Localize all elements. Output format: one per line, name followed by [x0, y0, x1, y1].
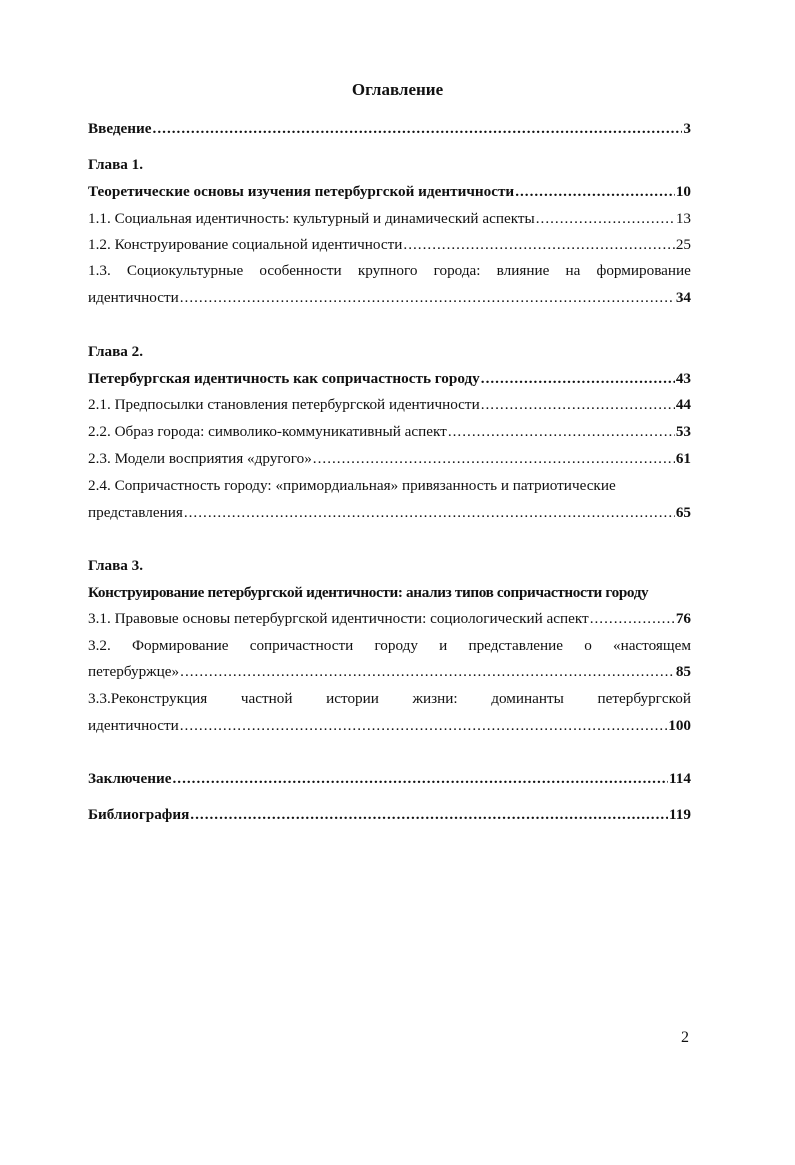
word: о [584, 637, 592, 654]
word: и [439, 637, 448, 654]
toc-entry-label: Библиография [88, 806, 190, 823]
chapter-2-heading: Глава 2. [88, 343, 144, 360]
toc-entry-section-2-2[interactable] [88, 423, 691, 441]
toc-entry-page: 10 [675, 183, 691, 200]
toc-entry-label: Заключение [88, 770, 172, 787]
toc-entry-label: идентичности [88, 717, 179, 734]
toc-entry-label: представления [88, 504, 183, 521]
toc-entry-label: 2.3. Модели восприятия «другого» [88, 450, 312, 467]
toc-entry-label: Введение [88, 120, 152, 137]
word: формирование [596, 262, 691, 279]
word: Формирование [131, 637, 229, 654]
toc-entry-section-2-3[interactable] [88, 450, 691, 468]
dot-leader [172, 770, 668, 788]
toc-entry-page: 119 [669, 806, 691, 823]
chapter-1-heading: Глава 1. [88, 156, 144, 173]
toc-entry-section-3-2-line1[interactable] [88, 637, 691, 655]
dot-leader [313, 450, 675, 468]
toc-entry-chapter-3[interactable]: Конструирование петербургской идентичности: анализ типов сопричастности городу [88, 584, 649, 601]
dot-leader [536, 210, 675, 228]
toc-entry-page: 34 [675, 289, 691, 306]
dot-leader [180, 289, 675, 307]
dot-leader [190, 806, 668, 824]
dot-leader [180, 717, 667, 735]
toc-entry-chapter-1[interactable] [88, 183, 691, 201]
toc-entry-section-3-3-line1[interactable] [88, 690, 691, 708]
word: истории [326, 690, 379, 707]
word: крупного [357, 262, 418, 279]
toc-entry-bibliography[interactable] [88, 806, 691, 824]
dot-leader [590, 610, 675, 628]
dot-leader [153, 120, 683, 138]
toc-entry-page: 61 [675, 450, 691, 467]
toc-entry-label: 2.2. Образ города: символико-коммуникативный аспект [88, 423, 447, 440]
toc-entry-section-1-1[interactable] [88, 210, 691, 228]
toc-entry-page: 43 [675, 370, 691, 387]
toc-entry-section-1-3-line1[interactable] [88, 262, 691, 280]
toc-entry-section-3-2-line2[interactable] [88, 663, 691, 681]
word: городу [374, 637, 418, 654]
toc-entry-section-2-4-line1[interactable]: 2.4. Сопричастность городу: «примордиальная» привязанность и патриотические [88, 477, 616, 494]
dot-leader [481, 370, 675, 388]
toc-entry-label: 2.1. Предпосылки становления петербургской идентичности [88, 396, 480, 413]
toc-entry-section-1-3-line2[interactable] [88, 289, 691, 307]
word: частной [240, 690, 293, 707]
word: на [565, 262, 581, 279]
dot-leader [184, 504, 675, 522]
page-number: 2 [681, 1029, 689, 1046]
dot-leader [481, 396, 675, 414]
toc-entry-page: 44 [675, 396, 691, 413]
word: петербургской [597, 690, 691, 707]
toc-entry-page: 100 [668, 717, 691, 734]
word: жизни: [412, 690, 458, 707]
toc-entry-section-1-2[interactable] [88, 236, 691, 254]
word: представление [468, 637, 564, 654]
word: «настоящем [612, 637, 691, 654]
dot-leader [403, 236, 674, 254]
word: Социокультурные [126, 262, 244, 279]
word: доминанты [491, 690, 564, 707]
word: особенности [259, 262, 342, 279]
toc-entry-page: 76 [675, 610, 691, 627]
toc-entry-section-3-1[interactable] [88, 610, 691, 628]
toc-entry-page: 3 [683, 120, 691, 137]
toc-entry-label: Петербургская идентичность как сопричастность городу [88, 370, 480, 387]
word: 3.2. [88, 637, 111, 654]
toc-entry-label: Теоретические основы изучения петербургской идентичности [88, 183, 515, 200]
toc-entry-page: 25 [675, 236, 691, 253]
chapter-3-heading: Глава 3. [88, 557, 144, 574]
toc-entry-page: 114 [669, 770, 691, 787]
word: влияние [496, 262, 550, 279]
page-title: Оглавление [351, 80, 444, 99]
toc-entry-conclusion[interactable] [88, 770, 691, 788]
word: сопричастности [249, 637, 354, 654]
toc-entry-label: петербуржце» [88, 663, 180, 680]
toc-entry-label: 1.2. Конструирование социальной идентичности [88, 236, 403, 253]
toc-entry-page: 85 [675, 663, 691, 680]
toc-entry-page: 13 [675, 210, 691, 227]
toc-entry-page: 53 [675, 423, 691, 440]
toc-entry-section-2-4-line2[interactable] [88, 504, 691, 522]
toc-entry-label: 1.1. Социальная идентичность: культурный и динамический аспекты [88, 210, 535, 227]
toc-entry-page: 65 [675, 504, 691, 521]
word: 3.3.Реконструкция [88, 690, 208, 707]
dot-leader [180, 663, 675, 681]
toc-entry-label: идентичности [88, 289, 179, 306]
toc-entry-label: 3.1. Правовые основы петербургской идентичности: социологический аспект [88, 610, 589, 627]
word: 1.3. [88, 262, 111, 279]
dot-leader [448, 423, 675, 441]
toc-entry-chapter-2[interactable] [88, 370, 691, 388]
word: города: [433, 262, 481, 279]
dot-leader [515, 183, 675, 201]
toc-entry-intro[interactable] [88, 120, 691, 138]
toc-entry-section-3-3-line2[interactable] [88, 717, 691, 735]
toc-entry-section-2-1[interactable] [88, 396, 691, 414]
